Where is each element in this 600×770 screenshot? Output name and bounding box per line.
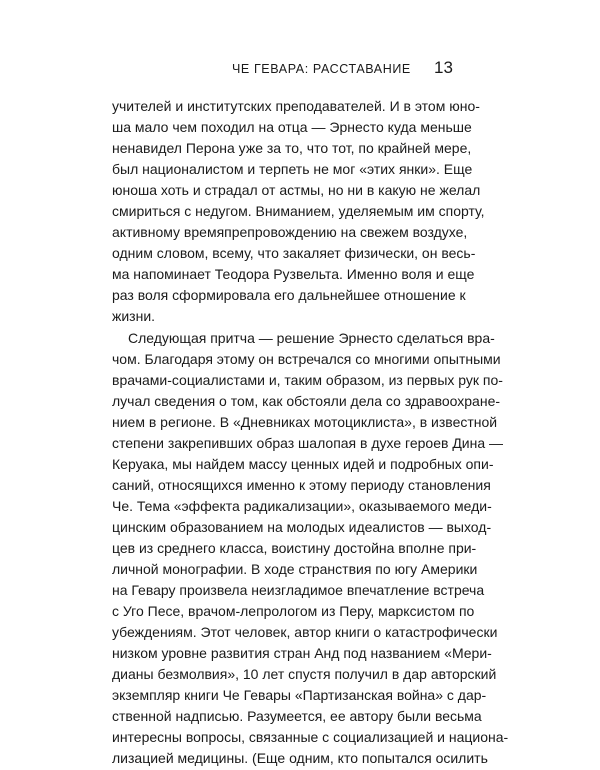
text-line: врачами-социалистами и, таким образом, из первых рук по-	[112, 371, 503, 388]
text-line: степени закрепивших образ шалопая в духе героев Дина —	[112, 434, 504, 451]
text-line: учителей и институтских преподавателей. И в этом юно-	[112, 98, 480, 114]
text-line: на Гевару произвела неизгладимое впечатление встреча	[112, 582, 485, 599]
text-line: Керуака, мы найдем массу ценных идей и подробных опи-	[112, 455, 494, 472]
text-line: ненавидел Перона уже за то, что тот, по крайней мере,	[112, 140, 472, 157]
text-line: саний, относящихся именно к этому периоду становления	[112, 476, 491, 493]
text-line: экземпляр книги Че Гевары «Партизанская война» с дар-	[112, 687, 487, 704]
text-line: ственной надписью. Разумеется, ее автору были весьма	[112, 708, 482, 725]
text-line: цев из среднего класса, воистину достойна вполне при-	[112, 539, 477, 556]
text-line: ма напоминает Теодора Рузвельта. Именно воля и еще	[112, 266, 475, 283]
text-line: с Уго Песе, врачом-лепрологом из Перу, марксистом по	[112, 603, 475, 620]
text-line: раз воля сформировала его дальнейшее отношение к	[112, 287, 466, 304]
text-line: был националистом и терпеть не мог «этих янки». Еще	[112, 161, 473, 178]
text-line: смириться с недугом. Вниманием, уделяемым им спорту,	[112, 203, 485, 220]
text-line: лизацией медицины. (Еще одним, кто попытался осилить	[112, 750, 488, 767]
text-line: активному времяпрепровождению на свежем воздухе,	[112, 224, 468, 241]
text-line: лучал сведения о том, как обстояли дела со здравоохране-	[112, 392, 501, 409]
running-title: ЧЕ ГЕВАРА: РАССТАВАНИЕ	[232, 62, 411, 76]
text-line: нием в регионе. В «Дневниках мотоциклиста», в известной	[112, 413, 498, 430]
text-line: интересны вопросы, связанные с социализацией и национа-	[112, 729, 509, 746]
page-number: 13	[434, 58, 453, 77]
text-line: убеждениям. Этот человек, автор книги о катастрофически	[112, 624, 498, 641]
text-line: низком уровне развития стран Анд под названием «Мери-	[112, 645, 492, 662]
text-line: жизни.	[112, 308, 156, 325]
text-line: юноша хоть и страдал от астмы, но ни в какую не желал	[112, 182, 481, 199]
paragraph-first-line: Следующая притча — решение Эрнесто сделаться вра-	[128, 329, 495, 346]
text-line: дианы безмолвия», 10 лет спустя получил в дар авторский	[112, 666, 497, 683]
text-line: цинским образованием на молодых идеалистов — выход-	[112, 518, 492, 535]
text-line: Че. Тема «эффекта радикализации», оказываемого меди-	[112, 497, 492, 514]
text-line: чом. Благодаря этому он встречался со многими опытными	[112, 350, 501, 367]
text-line: личной монографии. В ходе странствия по югу Америки	[112, 561, 478, 578]
text-line: ша мало чем походил на отца — Эрнесто куда меньше	[112, 119, 472, 136]
text-line: одним словом, всему, что закаляет физически, он весь-	[112, 245, 476, 262]
body-text	[112, 96, 509, 770]
